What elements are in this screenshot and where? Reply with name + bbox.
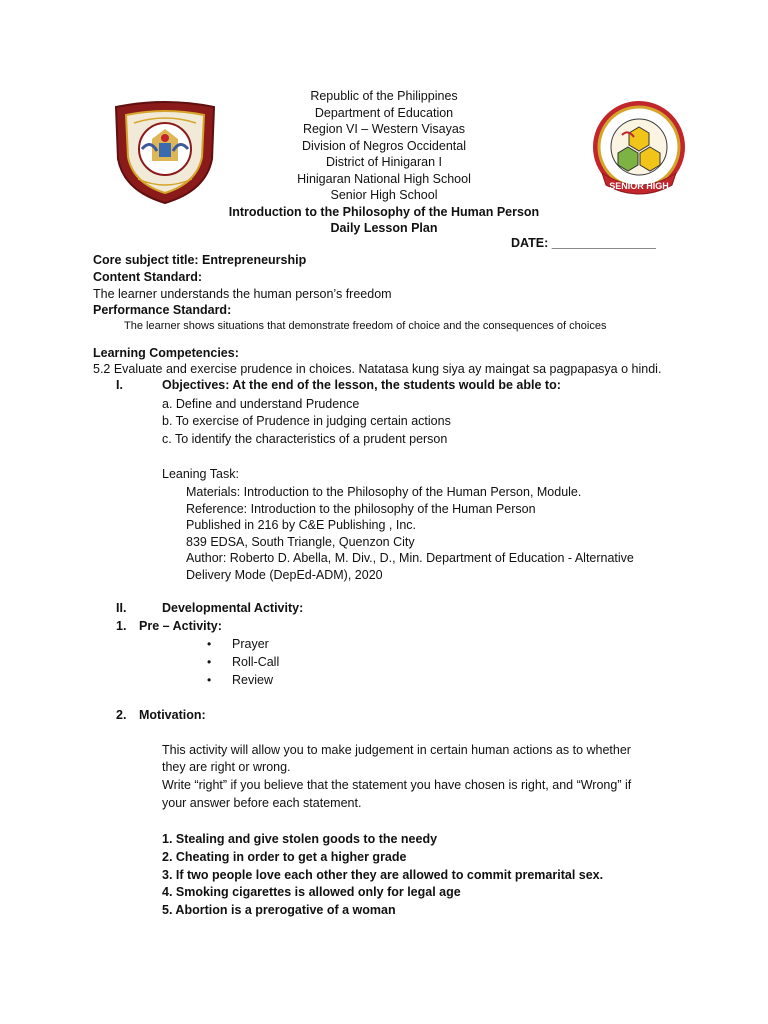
motivation-statement: 3. If two people love each other they are allowed to commit premarital sex.	[162, 868, 604, 882]
document-header	[200, 88, 568, 237]
learning-task-line: Delivery Mode (DepEd-ADM), 2020	[186, 568, 383, 582]
motivation-statement: 1. Stealing and give stolen goods to the needy	[162, 832, 438, 846]
performance-standard-label: Performance Standard:	[93, 303, 232, 317]
motivation-paragraph-line: they are right or wrong.	[162, 760, 291, 774]
developmental-heading: Developmental Activity:	[162, 601, 304, 615]
pre-activity-item: Prayer	[232, 637, 269, 651]
motivation-statement: 4. Smoking cigarettes is allowed only for legal age	[162, 885, 461, 899]
motivation-label: Motivation:	[139, 708, 206, 722]
content-standard-label: Content Standard:	[93, 270, 203, 284]
learning-task-line: 839 EDSA, South Triangle, Quenzon City	[186, 535, 415, 549]
learning-task-line: Published in 216 by C&E Publishing , Inc.	[186, 518, 416, 532]
learning-competencies-label: Learning Competencies:	[93, 346, 239, 360]
motivation-paragraph-line: This activity will allow you to make judgement in certain human actions as to whether	[162, 743, 631, 757]
motivation-paragraph-line: your answer before each statement.	[162, 796, 362, 810]
motivation-number: 2.	[116, 708, 127, 722]
pre-activity-item: Roll-Call	[232, 655, 280, 669]
learning-task-line: Materials: Introduction to the Philosophy of the Human Person, Module.	[186, 485, 582, 499]
learning-competencies-text: 5.2 Evaluate and exercise prudence in choices. Natatasa kung siya ay maingat sa pagpapasya o hindi.	[93, 362, 662, 376]
date-field: DATE: _______________	[511, 236, 657, 250]
objectives-numeral: I.	[116, 378, 123, 392]
senior-high-logo	[588, 99, 690, 201]
motivation-statement: 2. Cheating in order to get a higher grade	[162, 850, 407, 864]
header-line: Republic of the Philippines	[310, 89, 458, 103]
motivation-statement: 5. Abortion is a prerogative of a woman	[162, 903, 396, 917]
header-line: Hinigaran National High School	[297, 171, 471, 186]
content-standard-text: The learner understands the human person’s freedom	[93, 287, 392, 301]
header-line: Senior High School	[330, 188, 438, 202]
learning-task-label: Leaning Task:	[162, 467, 239, 481]
header-line: District of Hinigaran I	[325, 155, 442, 169]
header-line: Region VI – Western Visayas	[302, 122, 466, 136]
pre-activity-number: 1.	[116, 619, 127, 633]
objectives-heading: Objectives: At the end of the lesson, the students would be able to:	[162, 378, 561, 392]
course-title: Introduction to the Philosophy of the Human Person	[228, 204, 540, 219]
pre-activity-label: Pre – Activity:	[139, 619, 222, 633]
objective-item: a. Define and understand Prudence	[162, 397, 360, 411]
plan-title: Daily Lesson Plan	[330, 221, 438, 235]
learning-task-line: Author: Roberto D. Abella, M. Div., D., Min. Department of Education - Alternative	[186, 551, 634, 565]
senior-high-banner-text: SENIOR HIGH	[609, 181, 669, 191]
pre-activity-item: Review	[232, 673, 273, 687]
header-line: Division of Negros Occidental	[302, 138, 466, 153]
bullet-icon: •	[207, 655, 212, 669]
bullet-icon: •	[207, 673, 212, 687]
bullet-icon: •	[207, 637, 212, 651]
header-line: Department of Education	[314, 105, 454, 120]
objective-item: c. To identify the characteristics of a prudent person	[162, 432, 448, 446]
motivation-paragraph-line: Write “right” if you believe that the statement you have chosen is right, and “Wrong” if	[162, 778, 632, 792]
core-subject-title: Core subject title: Entrepreneurship	[93, 253, 307, 267]
performance-standard-text: The learner shows situations that demonstrate freedom of choice and the consequences of choices	[124, 320, 607, 332]
developmental-numeral: II.	[116, 601, 127, 615]
objective-item: b. To exercise of Prudence in judging certain actions	[162, 414, 451, 428]
learning-task-line: Reference: Introduction to the philosophy of the Human Person	[186, 502, 536, 516]
